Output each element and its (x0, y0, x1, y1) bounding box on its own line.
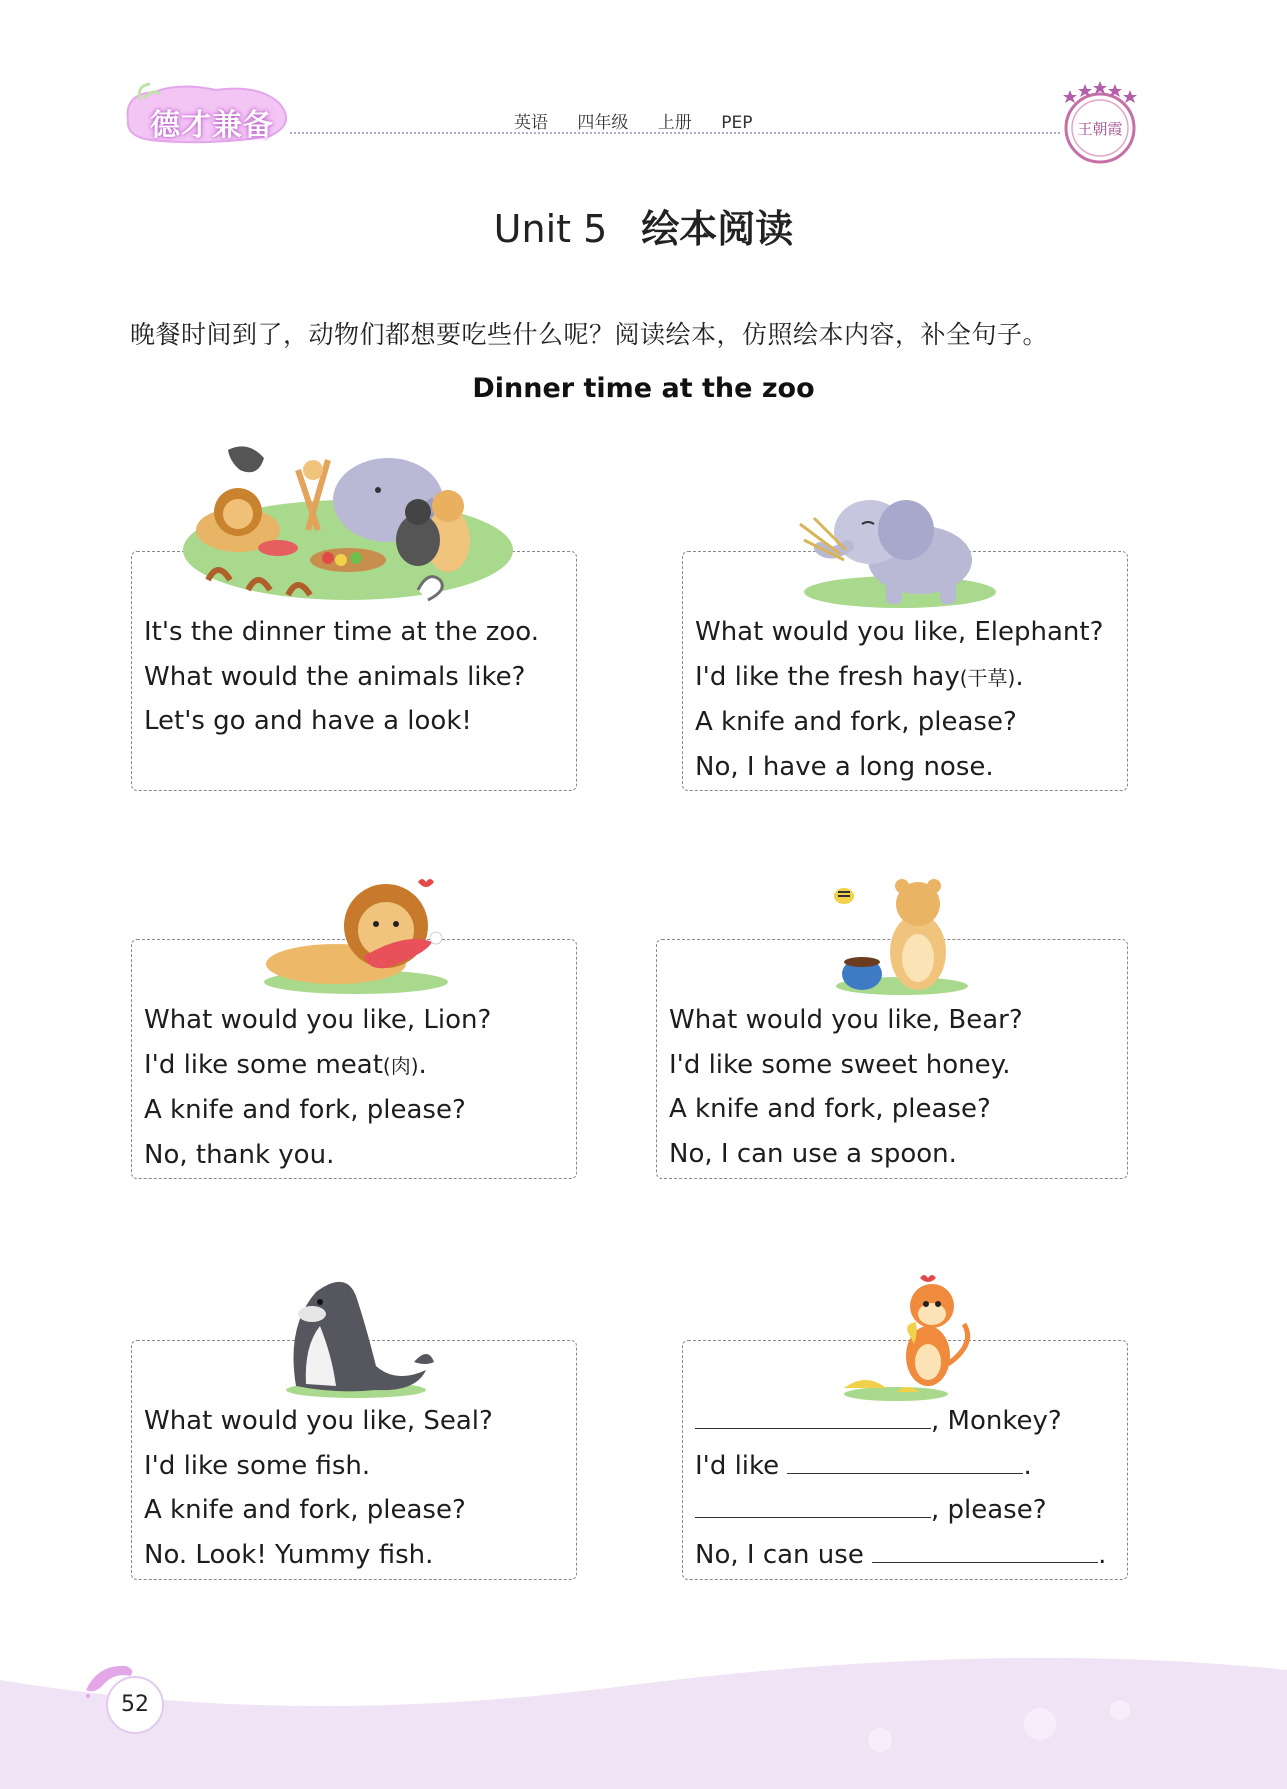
lion-line-3: A knife and fork, please? (144, 1095, 466, 1125)
seal-line-2: I'd like some fish. (144, 1450, 371, 1481)
svg-text:王朝霞: 王朝霞 (1077, 120, 1123, 138)
lion-line-2-text: I'd like some meat (144, 1049, 383, 1080)
bear-line-2: I'd like some sweet honey. (669, 1049, 1011, 1080)
grade: 四年级 (577, 113, 629, 133)
answer-blank-3[interactable] (695, 1493, 931, 1518)
answer-blank-1[interactable] (695, 1404, 931, 1429)
zoo-animals-illustration (178, 430, 514, 610)
story-title: Dinner time at the zoo (472, 373, 815, 404)
edition: PEP (721, 113, 753, 133)
monkey-line-2-end: . (1023, 1450, 1032, 1481)
elephant-line-2 (695, 655, 1103, 701)
elephant-line-2-end: . (1015, 661, 1024, 692)
lion-illustration (256, 872, 456, 996)
bear-line-1: What would you like, Bear? (669, 1005, 1023, 1035)
elephant-line-1: What would you like, Elephant? (695, 617, 1104, 647)
elephant-illustration (790, 484, 1010, 610)
unit-label: Unit 5 (493, 207, 608, 251)
seal-line-4: No. Look! Yummy fish. (144, 1539, 434, 1570)
intro-line-3: Let's go and have a look! (144, 706, 472, 736)
monkey-line-2 (695, 1444, 1106, 1489)
answer-blank-4[interactable] (872, 1538, 1098, 1563)
elephant-line-4: No, I have a long nose. (695, 751, 994, 782)
unit-name: 绘本阅读 (641, 207, 794, 251)
page-title (0, 198, 1287, 253)
subject: 英语 (514, 113, 548, 133)
answer-blank-2[interactable] (787, 1449, 1023, 1474)
elephant-line-2-gloss: (干草) (959, 665, 1016, 690)
elephant-line-3: A knife and fork, please? (695, 707, 1017, 737)
monkey-line-4 (695, 1533, 1106, 1578)
lion-line-4: No, thank you. (144, 1139, 335, 1170)
monkey-line-3-text: , please? (931, 1495, 1047, 1525)
monkey-line-1-text: , Monkey? (931, 1406, 1062, 1436)
bear-illustration (822, 874, 972, 996)
seal-line-1: What would you like, Seal? (144, 1406, 493, 1436)
footer-wave (0, 1640, 1287, 1789)
monkey-line-3 (695, 1488, 1106, 1533)
volume: 上册 (657, 113, 692, 133)
instruction-text: 晚餐时间到了，动物们都想要吃些什么呢？阅读绘本，仿照绘本内容，补全句子。 (130, 320, 1049, 349)
bear-line-3: A knife and fork, please? (669, 1094, 991, 1124)
monkey-line-2-text: I'd like (695, 1450, 780, 1481)
lion-line-1: What would you like, Lion? (144, 1005, 492, 1035)
elephant-line-2-text: I'd like the fresh hay (695, 661, 960, 692)
monkey-line-4-end: . (1098, 1539, 1107, 1570)
seal-illustration (276, 1266, 436, 1402)
logo-text: 德才兼备 (150, 108, 274, 143)
bear-line-4: No, I can use a spoon. (669, 1138, 957, 1169)
seal-line-3: A knife and fork, please? (144, 1495, 466, 1525)
monkey-line-4-text: No, I can use (695, 1539, 864, 1570)
lion-line-2-gloss: (肉) (382, 1053, 419, 1078)
page-number: 52 (106, 1676, 164, 1734)
monkey-illustration (836, 1264, 986, 1404)
intro-line-2: What would the animals like? (144, 661, 526, 692)
lion-line-2 (144, 1043, 491, 1089)
intro-line-1: It's the dinner time at the zoo. (144, 617, 539, 647)
lion-line-2-end: . (418, 1049, 427, 1080)
author-seal (1055, 76, 1145, 168)
monkey-line-1 (695, 1399, 1106, 1444)
book-info (514, 108, 766, 133)
